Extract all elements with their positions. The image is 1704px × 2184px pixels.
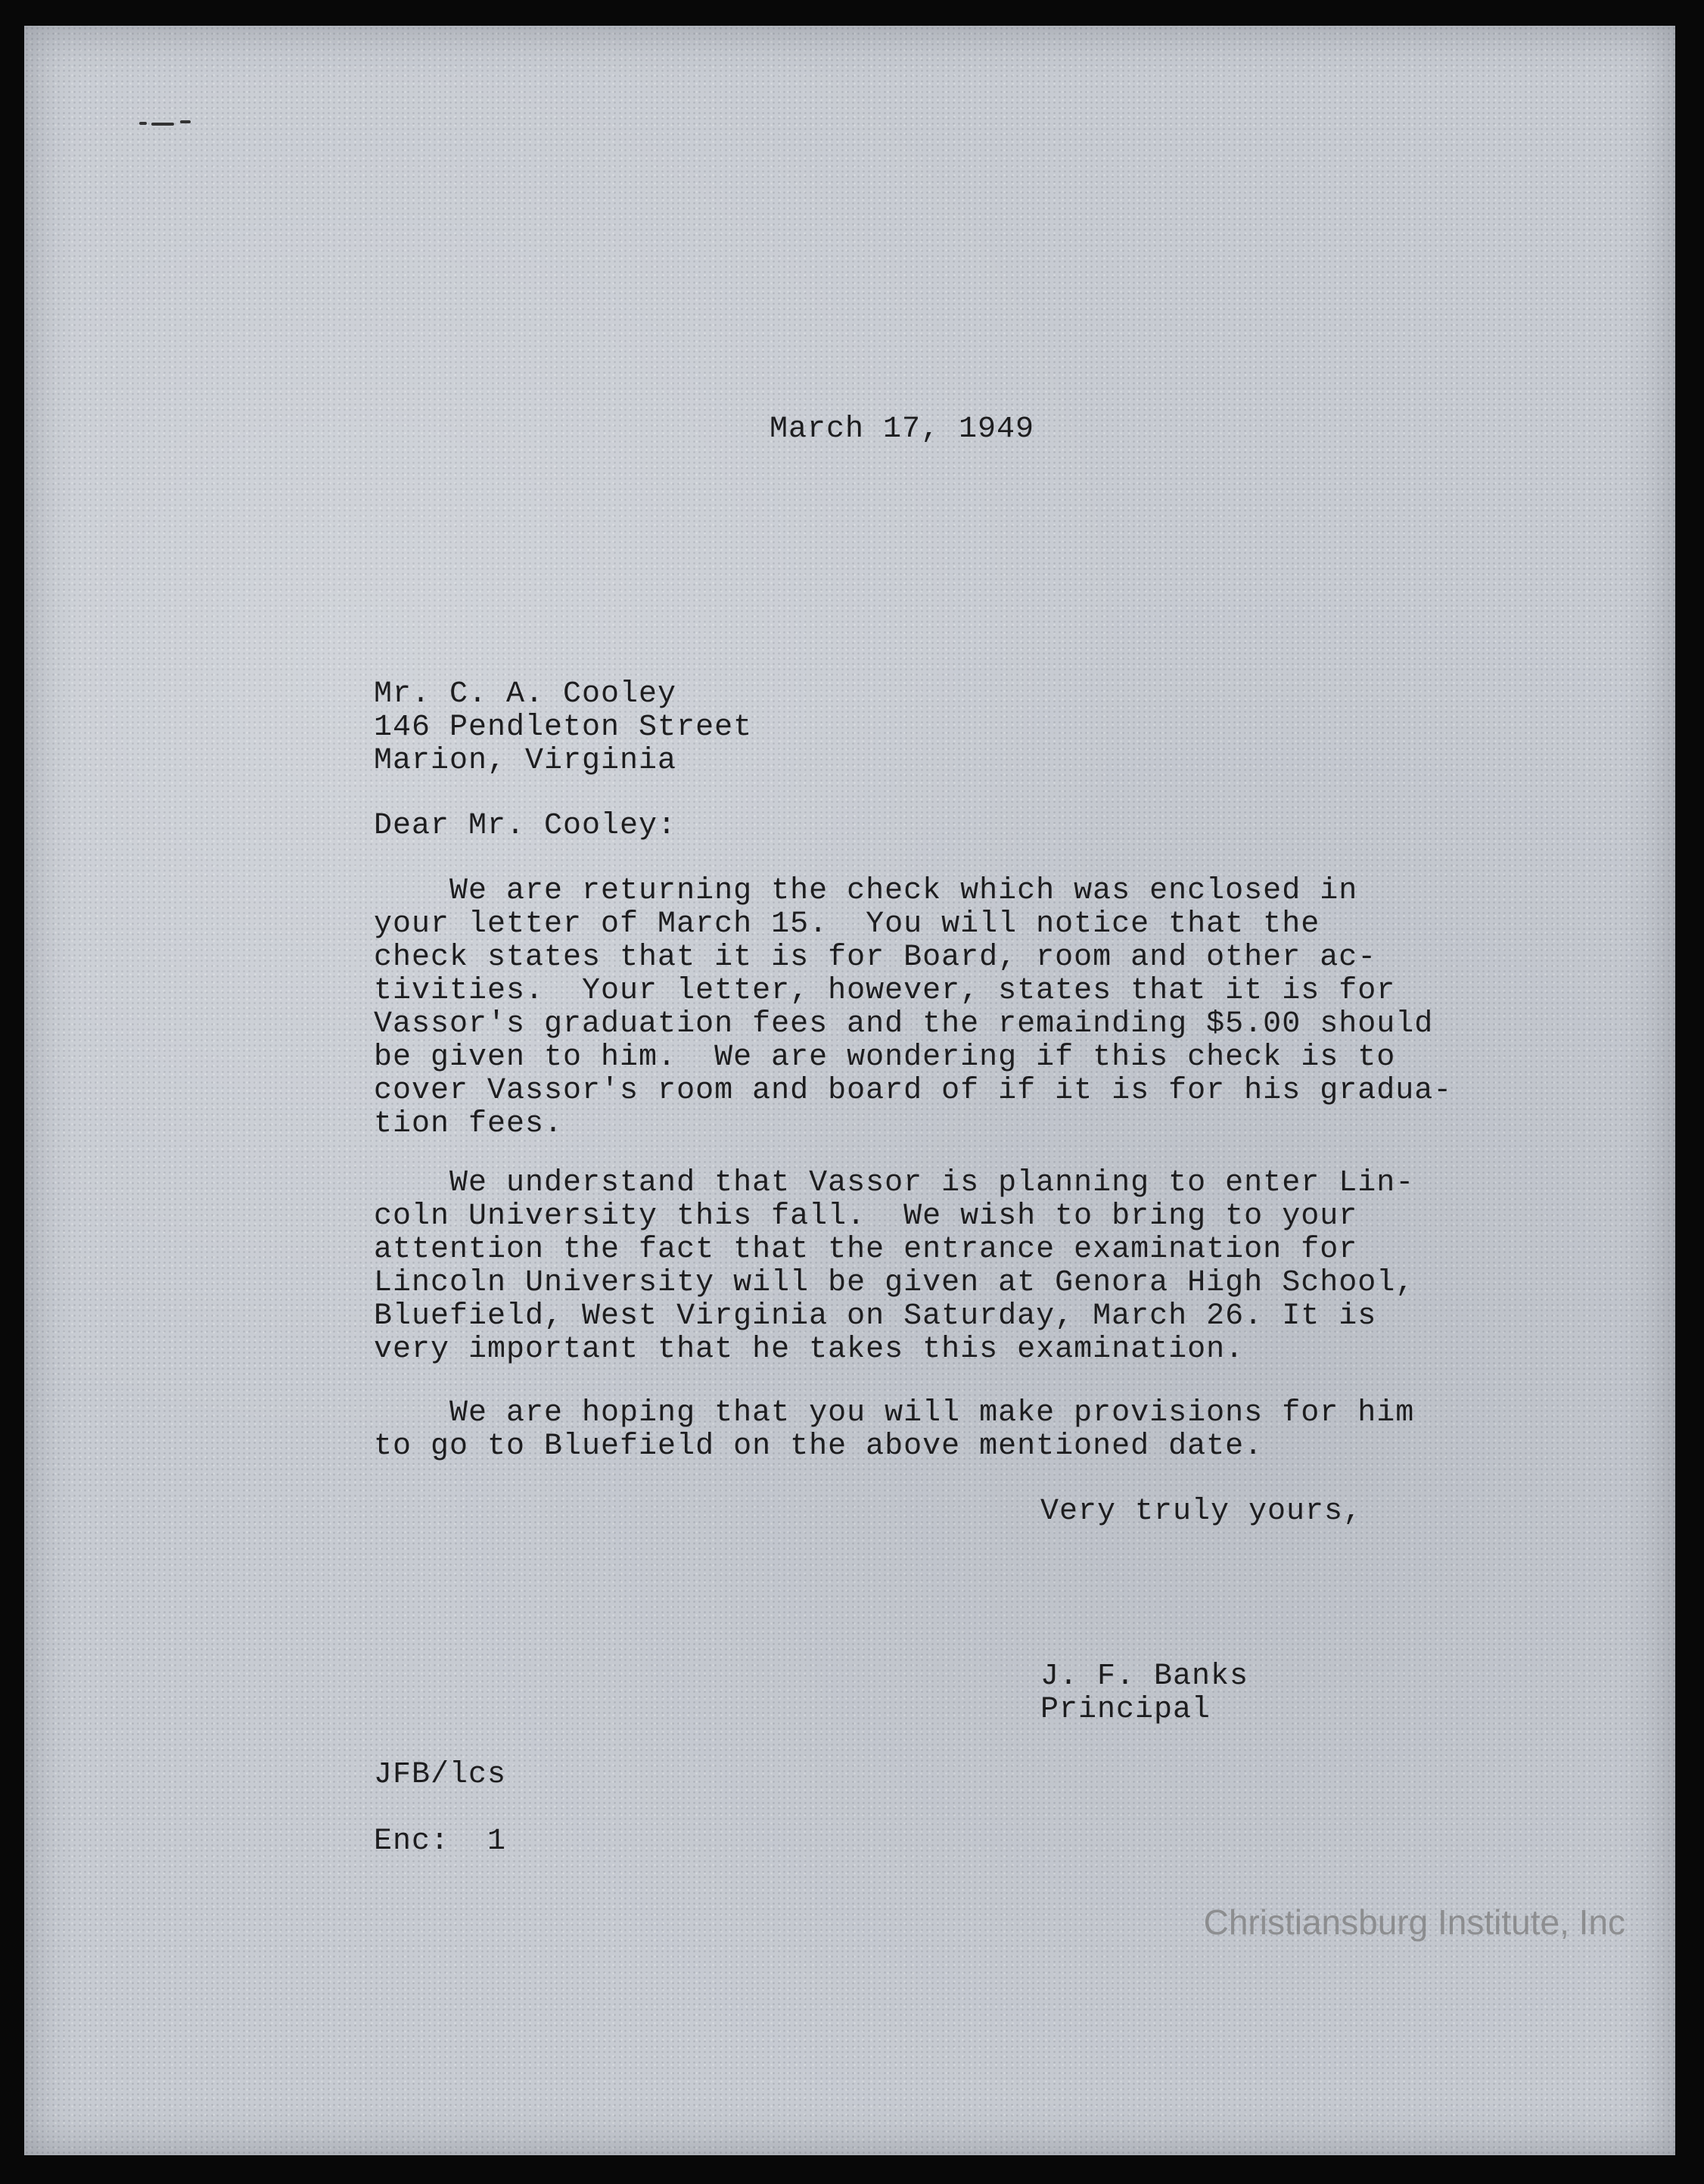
letter-page [24,26,1675,2155]
paragraph-line: cover Vassor's room and board of if it is for his gradua- [374,1074,1453,1108]
archive-watermark: Christiansburg Institute, Inc [1203,1902,1625,1942]
paragraph-line: We are returning the check which was enclosed in [374,874,1358,908]
recipient-street: 146 Pendleton Street [374,711,753,745]
body-paragraph-1 [374,875,1452,1141]
enclosure-note: Enc: 1 [374,1825,507,1859]
recipient-name: Mr. C. A. Cooley [374,677,677,711]
paragraph-line: your letter of March 15. You will notice that the [374,907,1320,941]
ink-speck [139,120,198,127]
paragraph-line: be given to him. We are wondering if this check is to [374,1041,1396,1075]
body-paragraph-2 [374,1167,1414,1367]
paragraph-line: tion fees. [374,1107,564,1141]
complimentary-close: Very truly yours, [1040,1495,1363,1529]
signer-title: Principal [1040,1693,1211,1727]
paragraph-line: We are hoping that you will make provisions for him [374,1396,1415,1430]
paragraph-line: Bluefield, West Virginia on Saturday, March 26. It is [374,1299,1377,1333]
paragraph-line: very important that he takes this examination. [374,1333,1245,1367]
signer-name: J. F. Banks [1040,1660,1249,1694]
letter-date: March 17, 1949 [770,412,1035,446]
paragraph-line: Lincoln University will be given at Genora High School, [374,1266,1415,1300]
paragraph-line: Vassor's graduation fees and the remainding $5.00 should [374,1007,1434,1041]
reference-initials: JFB/lcs [374,1758,507,1792]
paragraph-line: to go to Bluefield on the above mentioned date. [374,1430,1264,1464]
body-paragraph-3 [374,1397,1414,1464]
paragraph-line: We understand that Vassor is planning to enter Lin- [374,1166,1415,1200]
signature-block [1040,1660,1248,1727]
recipient-city: Marion, Virginia [374,744,677,778]
paragraph-line: coln University this fall. We wish to bring to your [374,1199,1358,1234]
salutation: Dear Mr. Cooley: [374,809,677,843]
paragraph-line: tivities. Your letter, however, states that it is for [374,974,1396,1008]
paragraph-line: attention the fact that the entrance examination for [374,1233,1358,1267]
paragraph-line: check states that it is for Board, room and other ac- [374,941,1377,975]
recipient-address [374,678,752,778]
